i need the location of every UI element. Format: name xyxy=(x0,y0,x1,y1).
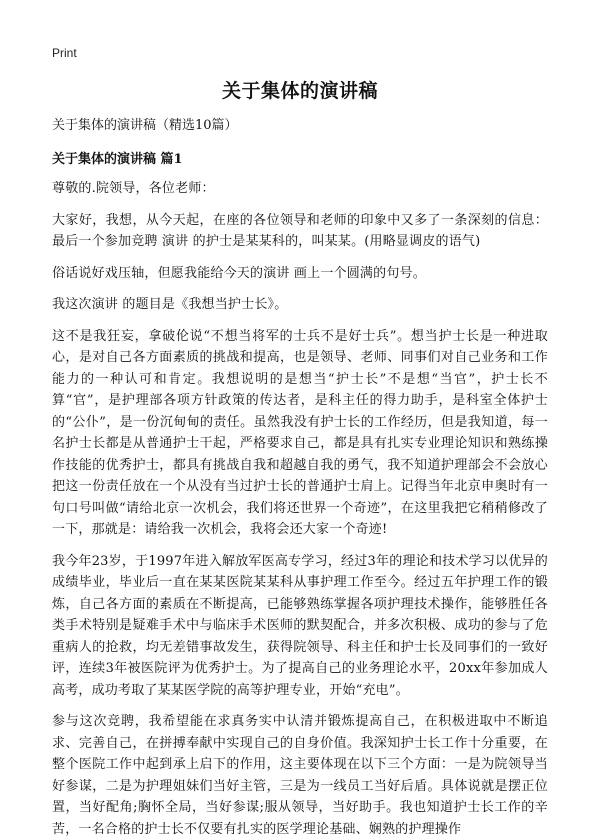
body-paragraph: 大家好，我想，从今天起，在座的各位领导和老师的印象中又多了一条深刻的信息：最后一个参加竞聘 演讲 的护士是某某科的，叫某某。(用略显调皮的语气) xyxy=(52,212,548,249)
body-paragraph: 参与这次竞聘，我希望能在求真务实中认清并锻炼提高自己，在积极进取中不断追求、完善自己，在拼搏奉献中实现自己的自身价值。我深知护士长工作十分重要，在整个医院工作中起到承上启下的作用，这主要体现在以下三个方面：一是为院领导当好参谋，二是为护理姐妹们当好主管，三是为一线员工当好后盾。具体说就是摆正位置，当好配角;胸怀全局，当好参谋;服从领导，当好助手。我也知道护士长工作的辛苦，一名合格的护士长不仅要有扎实的医学理论基础、娴熟的护理操作 xyxy=(52,714,548,837)
body-paragraph: 我这次演讲 的题目是《我想当护士长》。 xyxy=(52,297,288,312)
section-heading: 关于集体的演讲稿 篇1 xyxy=(52,152,183,167)
print-link[interactable]: Print xyxy=(52,46,77,60)
body-paragraph: 这不是我狂妄，拿破伦说“不想当将军的士兵不是好士兵”。想当护士长是一种进取心，是对自己各方面素质的挑战和提高，也是领导、老师、同事们对自己业务和工作能力的一种认可和肯定。我想说明的是想当“护士长”不是想“当官”，护士长不算“官”，是护理部各项方针政策的传达者，是科主任的得力助手，是科室全体护士的“公仆”，是一份沉甸甸的责任。虽然我没有护士长的工作经历，但是我知道，每一名护士长都是从普通护士干起，严格要求自己，都是具有扎实专业理论知识和熟练操作技能的优秀护士，都具有挑战自我和超越自我的勇气，我不知道护理部会不会放心把这一份责任放在一个从没有当过护士长的普通护士肩上。记得当年北京申奥时有一句口号叫做“请给北京一次机会，我们将还世界一个奇迹”，在这里我把它稍稍修改了一下，那就是：请给我一次机会，我将会还大家一个奇迹! xyxy=(52,328,548,537)
document-subtitle: 关于集体的演讲稿（精选10篇） xyxy=(52,118,238,133)
greeting-paragraph: 尊敬的.院领导，各位老师： xyxy=(52,181,215,196)
body-paragraph: 我今年23岁，于1997年进入解放军医高专学习，经过3年的理论和技术学习以优异的成绩毕业，毕业后一直在某某医院某某科从事护理工作至今。经过五年护理工作的锻炼，自己各方面的素质在不断提高，已能够熟练掌握各项护理技术操作，能够胜任各类手术特别是疑难手术中与临床手术医师的默契配合，并多次积极、成功的参与了危重病人的抢救，均无差错事故发生，获得院领导、科主任和护士长及同事们的一致好评，连续3年被医院评为优秀护士。为了提高自己的业务理论水平，20xx年参加成人高考，成功考取了某某医学院的高等护理专业，开始“充电”。 xyxy=(52,553,548,698)
document-title: 关于集体的演讲稿 xyxy=(221,80,378,102)
body-paragraph: 俗话说好戏压轴，但愿我能给今天的演讲 画上一个圆满的句号。 xyxy=(52,265,426,281)
